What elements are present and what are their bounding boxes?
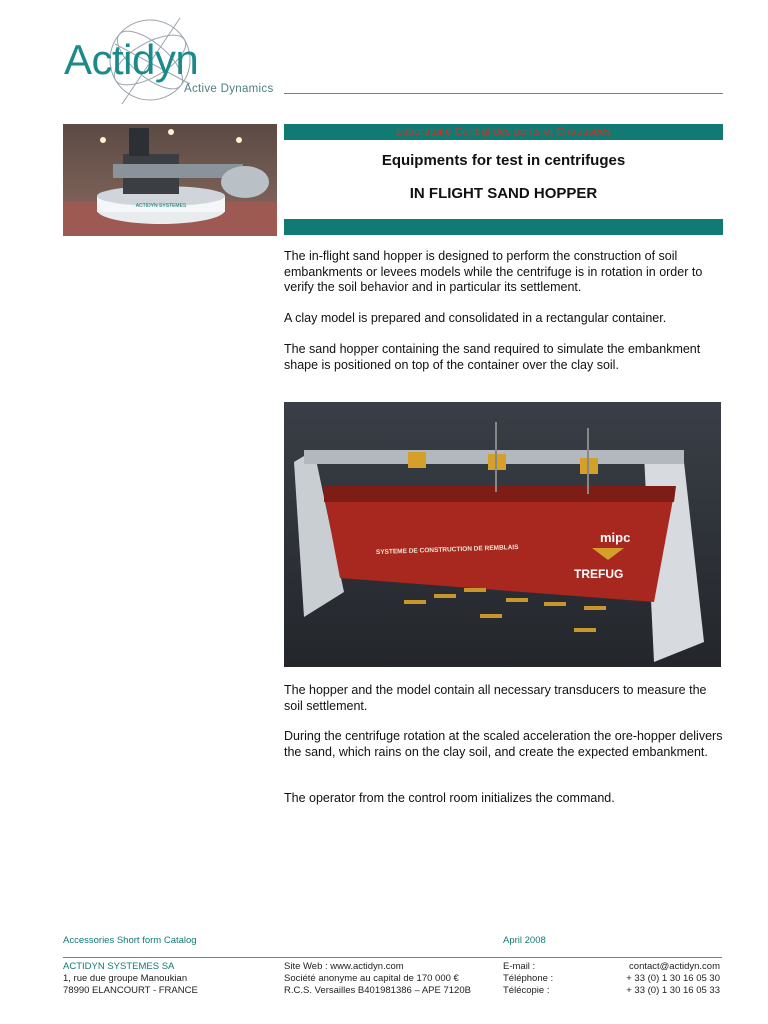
footer-divider <box>63 957 722 958</box>
logo-tagline: Active Dynamics <box>184 83 274 95</box>
logo-wordmark: Actidyn <box>64 36 199 83</box>
footer-phone: + 33 (0) 1 30 16 05 30 <box>626 973 720 984</box>
footer-phone-label: Téléphone : <box>503 973 554 984</box>
hopper-brand-mipc: mipc <box>600 530 631 545</box>
centrifuge-photo <box>63 124 277 236</box>
footer-email[interactable]: contact@actidyn.com <box>629 961 720 972</box>
paragraph-operator: The operator from the control room initializes the command. <box>284 791 615 805</box>
hopper-box-label: SYSTEME DE CONSTRUCTION DE REMBLAIS <box>375 544 519 556</box>
footer-email-label: E-mail : <box>503 961 536 972</box>
page-title-line1: Equipments for test in centrifuges <box>381 152 626 169</box>
paragraph-sand-hopper: The sand hopper containing the sand required to simulate the embankment shape is positioned on top of the container over the clay soil. <box>284 342 701 372</box>
header-divider <box>284 93 723 94</box>
footer-capital: Société anonyme au capital de 170 000 € <box>284 973 459 984</box>
hopper-brand-trefug: TREFUG <box>574 567 624 581</box>
page-title-line2: IN FLIGHT SAND HOPPER <box>409 185 598 202</box>
footer-address-1: 1, rue due groupe Manoukian <box>63 973 188 984</box>
footer-date: April 2008 <box>503 935 546 946</box>
footer-address-2: 78990 ELANCOURT - FRANCE <box>63 985 198 996</box>
centrifuge-photo-label: ACTIDYN SYSTEMES <box>135 203 187 209</box>
footer-fax-label: Télécopie : <box>503 985 550 996</box>
footer-catalog-title: Accessories Short form Catalog <box>63 935 197 946</box>
footer-company: ACTIDYN SYSTEMES SA <box>63 961 175 972</box>
paragraph-rotation: During the centrifuge rotation at the scaled acceleration the ore-hopper delivers the sand, which rains on the clay soil, and create the expected embankment. <box>284 729 723 759</box>
header-band-text: Laboratoire Central des ponts et Chaussées <box>395 126 612 138</box>
header-band-bottom <box>284 219 723 235</box>
paragraph-clay-model: A clay model is prepared and consolidated in a rectangular container. <box>284 311 667 325</box>
footer-rcs: R.C.S. Versailles B401981386 – APE 7120B <box>284 985 471 996</box>
footer-website: Site Web : www.actidyn.com <box>284 961 404 972</box>
footer-fax: + 33 (0) 1 30 16 05 33 <box>626 985 720 996</box>
paragraph-intro: The in-flight sand hopper is designed to perform the construction of soil embankments or levees models while the centrifuge is in rotation in order to verify the soil behavior and in particular its settlement. <box>284 249 703 294</box>
paragraph-transducers: The hopper and the model contain all necessary transducers to measure the soil settlement. <box>284 683 707 713</box>
sand-hopper-photo <box>284 402 721 667</box>
